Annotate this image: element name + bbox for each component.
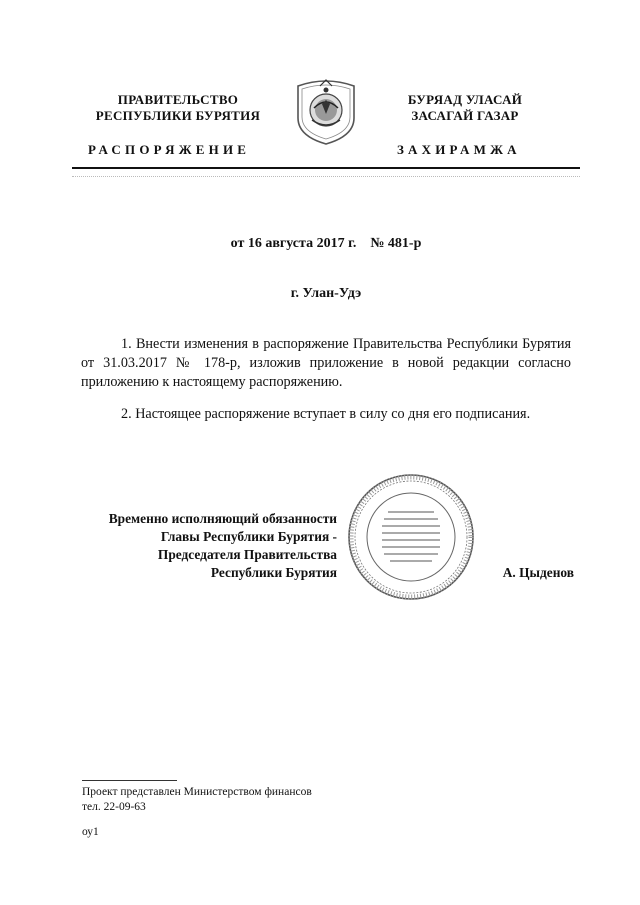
footer-note	[82, 785, 312, 840]
signatory-position	[60, 510, 337, 582]
doc-type-ru: РАСПОРЯЖЕНИЕ	[88, 142, 251, 157]
header-right-block	[380, 92, 550, 124]
doc-type-bur: ЗАХИРАМЖА	[397, 142, 521, 157]
header-left-line2: РЕСПУБЛИКИ БУРЯТИЯ	[95, 108, 261, 123]
footer-note-line1: Проект представлен Министерством финансов	[82, 786, 312, 798]
header-right-line2: ЗАСАГАЙ ГАЗАР	[411, 108, 519, 123]
position-line4: Республики Бурятия	[210, 565, 337, 580]
header-left-line1: ПРАВИТЕЛЬСТВО	[117, 92, 239, 107]
republic-emblem-icon	[292, 74, 360, 146]
footer-note-line3: оу1	[82, 826, 99, 838]
footer-note-line2: тел. 22-09-63	[82, 801, 146, 813]
position-line1: Временно исполняющий обязанности	[108, 511, 337, 526]
city-line: г. Улан-Удэ	[290, 286, 362, 301]
official-seal-icon	[346, 472, 476, 602]
footnote-divider	[82, 780, 177, 781]
paragraph-2: 2. Настоящее распоряжение вступает в силу со дня его подписания.	[121, 406, 531, 422]
paragraph-1: 1. Внести изменения в распоряжение Правительства Республики Бурятия от 31.03.2017 № 178-р, изложив приложение в новой редакции согласно приложению к настоящему распоряжению.	[81, 336, 571, 390]
header-dotted-line	[72, 176, 580, 177]
date-number-line: от 16 августа 2017 г. № 481-р	[230, 236, 422, 251]
header-right-line1: БУРЯАД УЛАСАЙ	[407, 92, 523, 107]
header-divider	[72, 167, 580, 169]
signatory-name: А. Цыденов	[502, 565, 574, 580]
position-line2: Главы Республики Бурятия -	[160, 529, 337, 544]
header-left-block	[78, 92, 278, 124]
position-line3: Председателя Правительства	[157, 547, 337, 562]
